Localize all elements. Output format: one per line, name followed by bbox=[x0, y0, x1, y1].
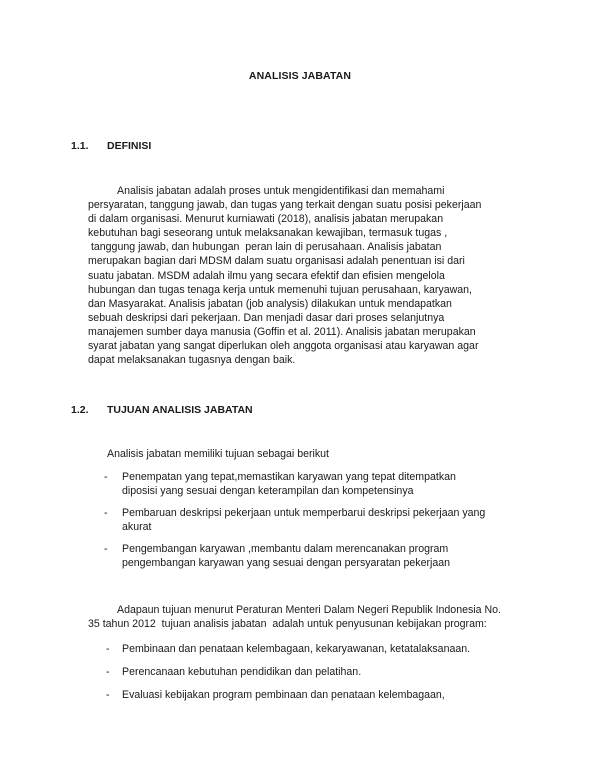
tujuan-intro: Analisis jabatan memiliki tujuan sebagai berikut bbox=[107, 448, 329, 460]
paragraph-line: merupakan bagian dari MDSM dalam suatu organisasi adalah penentuan isi dari bbox=[88, 255, 465, 268]
bullet-line: Pembaruan deskripsi pekerjaan untuk memperbarui deskripsi pekerjaan yang bbox=[122, 507, 486, 519]
paragraph-line: hubungan dan tugas tenaga kerja untuk memenuhi tujuan perusahaan, karyawan, bbox=[88, 283, 473, 296]
bullet-line: pengembangan karyawan yang sesuai dengan persyaratan pekerjaan bbox=[122, 557, 451, 569]
bullet-marker: - bbox=[104, 471, 108, 483]
paragraph-line: syarat jabatan yang sangat diperlukan oleh anggota organisasi atau karyawan agar bbox=[88, 340, 479, 353]
section-number: 1.2. bbox=[71, 404, 89, 416]
paragraph-line: Adapaun tujuan menurut Peraturan Menteri Dalam Negeri Republik Indonesia No. bbox=[117, 604, 501, 616]
list-item bbox=[104, 665, 544, 679]
section-title: TUJUAN ANALISIS JABATAN bbox=[107, 404, 253, 416]
list-item bbox=[104, 470, 544, 498]
section-number: 1.1. bbox=[71, 140, 89, 152]
program-list bbox=[104, 642, 544, 711]
paragraph-line: sebuah deskripsi dari pekerjaan. Dan menjadi dasar dari proses selanjutnya bbox=[88, 311, 445, 324]
paragraph-line: dan Masyarakat. Analisis jabatan (job analysis) dilakukan untuk mendapatkan bbox=[88, 297, 452, 310]
bullet-line: akurat bbox=[122, 521, 152, 533]
list-marker: - bbox=[106, 666, 110, 678]
list-item bbox=[104, 506, 544, 534]
paragraph-line: manajemen sumber daya manusia (Goffin et al. 2011). Analisis jabatan merupakan bbox=[88, 325, 476, 338]
definition-paragraph bbox=[88, 184, 548, 367]
bullet-line: Pengembangan karyawan ,membantu dalam merencanakan program bbox=[122, 543, 449, 555]
bullet-line: diposisi yang sesuai dengan keterampilan dan kompetensinya bbox=[122, 485, 414, 497]
paragraph-line: suatu jabatan. MSDM adalah ilmu yang secara efektif dan efisien mengelola bbox=[88, 269, 445, 282]
list-item-text: Evaluasi kebijakan program pembinaan dan penataan kelembagaan, bbox=[122, 689, 445, 701]
tujuan-bullet-list bbox=[104, 470, 544, 578]
paragraph-line: kebutuhan bagi seseorang untuk melaksanakan kewajiban, termasuk tugas , bbox=[88, 227, 448, 240]
list-marker: - bbox=[106, 689, 110, 701]
bullet-marker: - bbox=[104, 507, 108, 519]
list-item bbox=[104, 642, 544, 656]
document-title: ANALISIS JABATAN bbox=[248, 70, 352, 82]
section-heading-definisi bbox=[71, 140, 151, 152]
list-item-text: Pembinaan dan penataan kelembagaan, kekaryawanan, ketatalaksanaan. bbox=[122, 643, 471, 655]
paragraph-line: dapat melaksanakan tugasnya dengan baik. bbox=[88, 354, 296, 367]
paragraph-line: Analisis jabatan adalah proses untuk mengidentifikasi dan memahami bbox=[117, 185, 445, 197]
list-marker: - bbox=[106, 643, 110, 655]
list-item-text: Perencanaan kebutuhan pendidikan dan pelatihan. bbox=[122, 666, 362, 678]
bullet-marker: - bbox=[104, 543, 108, 555]
paragraph-line: 35 tahun 2012 tujuan analisis jabatan adalah untuk penyusunan kebijakan program: bbox=[88, 618, 487, 631]
regulation-paragraph bbox=[88, 603, 548, 631]
section-title: DEFINISI bbox=[107, 140, 152, 152]
section-heading-tujuan bbox=[71, 404, 253, 416]
list-item bbox=[104, 688, 544, 702]
paragraph-line: di dalam organisasi. Menurut kurniawati (2018), analisis jabatan merupakan bbox=[88, 213, 444, 226]
list-item bbox=[104, 542, 544, 570]
paragraph-line: persyaratan, tanggung jawab, dan tugas yang terkait dengan suatu posisi pekerjaan bbox=[88, 199, 482, 212]
paragraph-line: tanggung jawab, dan hubungan peran lain di perusahaan. Analisis jabatan bbox=[88, 241, 442, 254]
bullet-line: Penempatan yang tepat,memastikan karyawan yang tepat ditempatkan bbox=[122, 471, 456, 483]
